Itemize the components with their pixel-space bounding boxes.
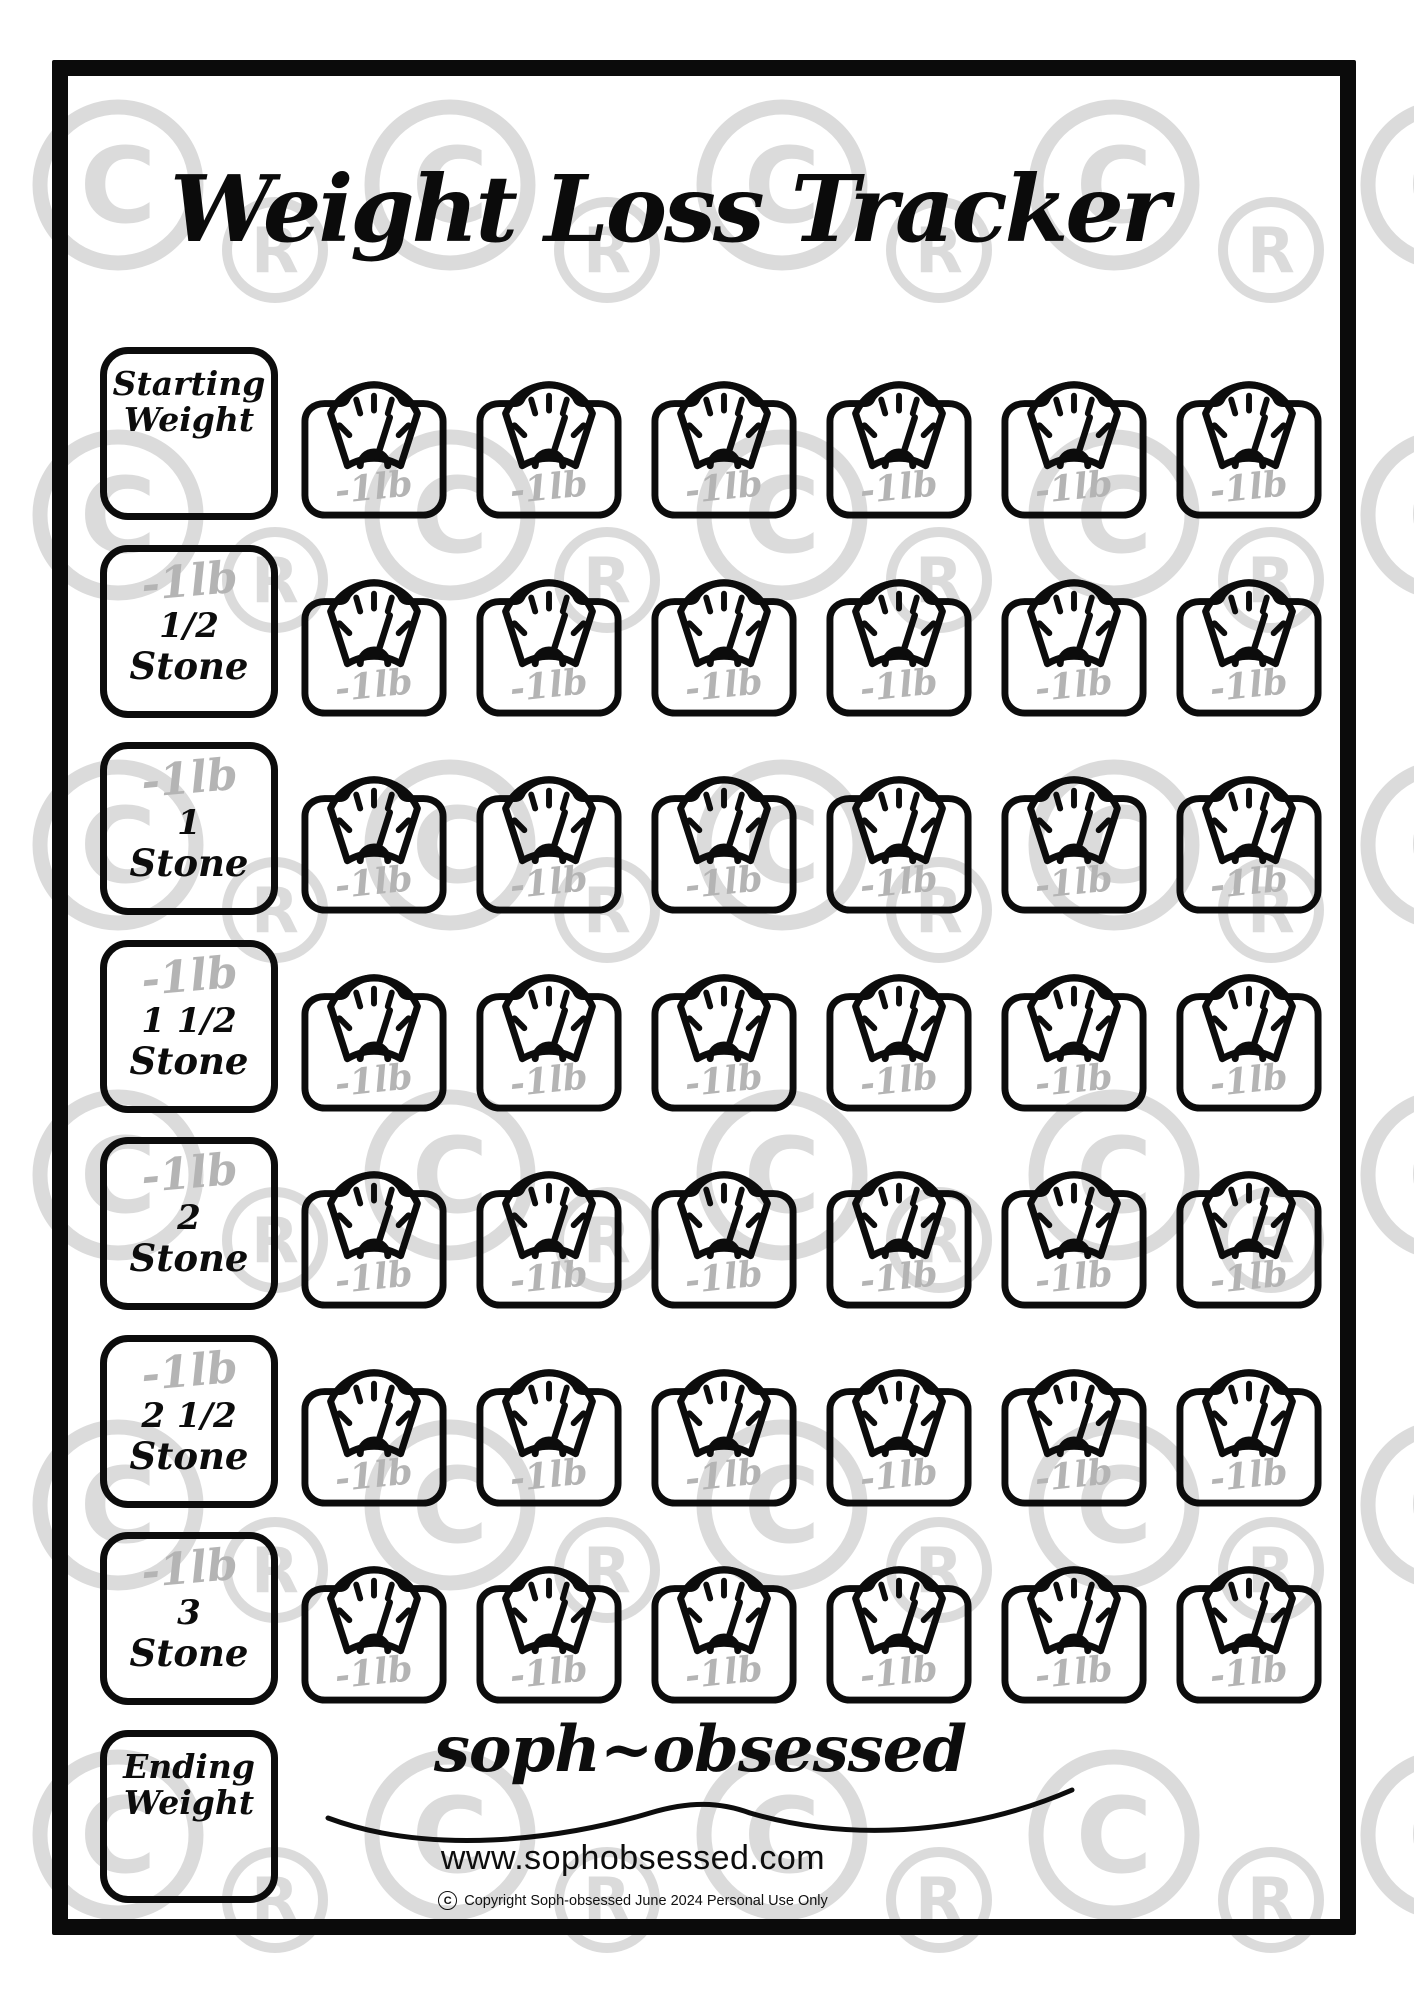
sticker-label: -1lb <box>857 1253 940 1303</box>
milestone-amount: 3 <box>177 1593 201 1633</box>
milestone-unit: Stone <box>129 1433 249 1478</box>
milestone-loss: -1lb <box>139 1538 240 1599</box>
scale-dial-ticks <box>689 989 758 1028</box>
sticker-row <box>300 965 1323 1113</box>
sticker-label: -1lb <box>507 858 590 908</box>
weight-scale-sticker <box>1175 965 1323 1113</box>
scale-dial-ticks <box>864 396 933 435</box>
milestone-unit: Stone <box>129 840 249 885</box>
sticker-label: -1lb <box>332 1056 415 1106</box>
milestone-loss: -1lb <box>139 1143 240 1204</box>
sticker-label: -1lb <box>332 1253 415 1303</box>
sticker-label: -1lb <box>507 1253 590 1303</box>
milestone-label-line: Starting <box>112 364 266 403</box>
weight-scale-sticker <box>475 1360 623 1508</box>
scale-dial-ticks <box>339 1384 408 1423</box>
sticker-label: -1lb <box>507 463 590 513</box>
milestone-box-2-stone <box>100 1137 278 1310</box>
scale-dial-ticks <box>689 594 758 633</box>
scale-dial-ticks <box>1214 594 1283 633</box>
milestone-box-starting-weight <box>100 347 278 520</box>
weight-scale-sticker <box>825 570 973 718</box>
scale-dial-ticks <box>1039 396 1108 435</box>
scale-dial-ticks <box>514 1384 583 1423</box>
sticker-label: -1lb <box>857 858 940 908</box>
milestone-box-ending-weight <box>100 1730 278 1903</box>
weight-scale-sticker <box>300 767 448 915</box>
weight-scale-sticker <box>475 570 623 718</box>
weight-scale-sticker <box>475 965 623 1113</box>
scale-dial-ticks <box>1214 1384 1283 1423</box>
sticker-row <box>300 1162 1323 1310</box>
weight-scale-sticker <box>825 1557 973 1705</box>
sticker-label: -1lb <box>857 1056 940 1106</box>
sticker-label: -1lb <box>682 1451 765 1501</box>
weight-scale-sticker <box>650 1360 798 1508</box>
weight-scale-sticker <box>1175 570 1323 718</box>
page-title: Weight Loss Tracker <box>170 154 1167 263</box>
weight-scale-sticker <box>650 1557 798 1705</box>
milestone-loss: -1lb <box>139 946 240 1007</box>
milestone-amount: 2 <box>177 1198 201 1238</box>
sticker-label: -1lb <box>682 1648 765 1698</box>
milestone-loss: -1lb <box>139 551 240 612</box>
sticker-label: -1lb <box>1207 1648 1290 1698</box>
sticker-label: -1lb <box>682 1253 765 1303</box>
scale-dial-ticks <box>514 594 583 633</box>
scale-dial-ticks <box>514 1186 583 1225</box>
weight-scale-sticker <box>300 1162 448 1310</box>
scale-dial-ticks <box>339 791 408 830</box>
weight-scale-sticker <box>1175 1162 1323 1310</box>
milestone-unit: Stone <box>129 1235 249 1280</box>
sticker-row <box>300 1360 1323 1508</box>
scale-dial-ticks <box>689 1186 758 1225</box>
weight-scale-sticker <box>825 372 973 520</box>
sticker-label: -1lb <box>682 858 765 908</box>
milestone-loss: -1lb <box>139 1341 240 1402</box>
sticker-label: -1lb <box>1207 1056 1290 1106</box>
sticker-label: -1lb <box>857 1451 940 1501</box>
scale-dial-ticks <box>514 396 583 435</box>
copyright-text: Copyright Soph-obsessed June 2024 Personal Use Only <box>464 1892 828 1909</box>
weight-scale-sticker <box>300 570 448 718</box>
sticker-label: -1lb <box>682 1056 765 1106</box>
milestone-box-1-1-2-stone <box>100 940 278 1113</box>
copyright-line <box>433 1891 833 1910</box>
copyright-symbol-icon: C <box>438 1891 457 1910</box>
sticker-label: -1lb <box>507 661 590 711</box>
milestone-unit: Stone <box>129 643 249 688</box>
milestone-label-line: Weight <box>123 400 255 440</box>
scale-dial-ticks <box>689 791 758 830</box>
weight-scale-sticker <box>300 965 448 1113</box>
milestone-label-line: Weight <box>123 1783 255 1823</box>
signature-text: soph~obsessed <box>433 1712 967 1787</box>
scale-dial-ticks <box>339 396 408 435</box>
weight-scale-sticker <box>825 767 973 915</box>
milestone-label <box>123 1737 255 1822</box>
sticker-row <box>300 570 1323 718</box>
scale-dial-ticks <box>864 791 933 830</box>
weight-scale-sticker <box>650 1162 798 1310</box>
scale-dial-ticks <box>1039 594 1108 633</box>
sticker-label: -1lb <box>1207 463 1290 513</box>
sticker-label: -1lb <box>682 463 765 513</box>
milestone-amount: 2 1/2 <box>141 1396 237 1436</box>
weight-scale-sticker <box>1000 1360 1148 1508</box>
sticker-label: -1lb <box>332 858 415 908</box>
scale-dial-ticks <box>689 1581 758 1620</box>
scale-dial-ticks <box>1039 1581 1108 1620</box>
sticker-label: -1lb <box>1032 1253 1115 1303</box>
scale-dial-ticks <box>1214 989 1283 1028</box>
weight-scale-sticker <box>650 570 798 718</box>
sticker-label: -1lb <box>1032 1451 1115 1501</box>
weight-scale-sticker <box>475 767 623 915</box>
scale-dial-ticks <box>339 1186 408 1225</box>
milestone-box-2-1-2-stone <box>100 1335 278 1508</box>
weight-scale-sticker <box>300 1360 448 1508</box>
sticker-label: -1lb <box>857 1648 940 1698</box>
milestone-box-1-stone <box>100 742 278 915</box>
scale-dial-ticks <box>689 396 758 435</box>
sticker-label: -1lb <box>507 1648 590 1698</box>
weight-scale-sticker <box>475 1557 623 1705</box>
scale-dial-ticks <box>514 791 583 830</box>
weight-scale-sticker <box>1175 1360 1323 1508</box>
sticker-label: -1lb <box>857 463 940 513</box>
weight-scale-sticker <box>650 965 798 1113</box>
milestone-label-line: Ending <box>123 1747 255 1786</box>
weight-scale-sticker <box>825 965 973 1113</box>
sticker-label: -1lb <box>507 1056 590 1106</box>
milestone-amount: 1 <box>177 803 201 843</box>
weight-scale-sticker <box>825 1360 973 1508</box>
milestone-unit: Stone <box>129 1038 249 1083</box>
weight-scale-sticker <box>1000 767 1148 915</box>
milestone-unit: Stone <box>129 1630 249 1675</box>
scale-dial-ticks <box>339 1581 408 1620</box>
website-url: www.sophobsessed.com <box>440 1839 826 1877</box>
scale-dial-ticks <box>339 594 408 633</box>
sticker-label: -1lb <box>682 661 765 711</box>
sticker-label: -1lb <box>1032 463 1115 513</box>
weight-scale-sticker <box>475 1162 623 1310</box>
sticker-label: -1lb <box>507 1451 590 1501</box>
weight-scale-sticker <box>825 1162 973 1310</box>
sticker-label: -1lb <box>1207 858 1290 908</box>
weight-scale-sticker <box>1175 767 1323 915</box>
scale-dial-ticks <box>1039 1186 1108 1225</box>
sticker-label: -1lb <box>1032 858 1115 908</box>
scale-dial-ticks <box>1039 1384 1108 1423</box>
scale-dial-ticks <box>514 1581 583 1620</box>
sticker-label: -1lb <box>332 661 415 711</box>
scale-dial-ticks <box>1214 1581 1283 1620</box>
weight-scale-sticker <box>1000 372 1148 520</box>
brand-signature <box>320 1698 1080 1846</box>
scale-dial-ticks <box>514 989 583 1028</box>
sticker-label: -1lb <box>1032 1648 1115 1698</box>
scale-dial-ticks <box>689 1384 758 1423</box>
sticker-label: -1lb <box>332 463 415 513</box>
weight-scale-sticker <box>300 1557 448 1705</box>
scale-dial-ticks <box>864 1581 933 1620</box>
scale-dial-ticks <box>864 594 933 633</box>
scale-dial-ticks <box>864 1384 933 1423</box>
weight-scale-sticker <box>1175 372 1323 520</box>
weight-scale-sticker <box>1000 965 1148 1113</box>
weight-scale-sticker <box>1000 570 1148 718</box>
weight-scale-sticker <box>1000 1557 1148 1705</box>
milestone-amount: 1/2 <box>159 606 219 646</box>
milestone-label <box>113 354 266 439</box>
milestone-amount: 1 1/2 <box>141 1001 237 1041</box>
sticker-label: -1lb <box>332 1451 415 1501</box>
weight-scale-sticker <box>300 372 448 520</box>
scale-dial-ticks <box>1039 989 1108 1028</box>
sticker-row <box>300 1557 1323 1705</box>
weight-scale-sticker <box>650 767 798 915</box>
scale-dial-ticks <box>1214 791 1283 830</box>
weight-scale-sticker <box>1000 1162 1148 1310</box>
milestone-loss: -1lb <box>139 748 240 809</box>
milestone-box-3-stone <box>100 1532 278 1705</box>
weight-scale-sticker <box>475 372 623 520</box>
scale-dial-ticks <box>1214 396 1283 435</box>
scale-dial-ticks <box>1039 791 1108 830</box>
scale-dial-ticks <box>864 989 933 1028</box>
milestone-box-1-2-stone <box>100 545 278 718</box>
sticker-label: -1lb <box>1032 1056 1115 1106</box>
sticker-row <box>300 372 1323 520</box>
sticker-row <box>300 767 1323 915</box>
scale-dial-ticks <box>339 989 408 1028</box>
scale-dial-ticks <box>1214 1186 1283 1225</box>
sticker-label: -1lb <box>1207 1451 1290 1501</box>
weight-scale-sticker <box>650 372 798 520</box>
sticker-label: -1lb <box>1207 1253 1290 1303</box>
scale-dial-ticks <box>864 1186 933 1225</box>
sticker-label: -1lb <box>332 1648 415 1698</box>
sticker-label: -1lb <box>857 661 940 711</box>
sticker-label: -1lb <box>1032 661 1115 711</box>
sticker-label: -1lb <box>1207 661 1290 711</box>
weight-scale-sticker <box>1175 1557 1323 1705</box>
